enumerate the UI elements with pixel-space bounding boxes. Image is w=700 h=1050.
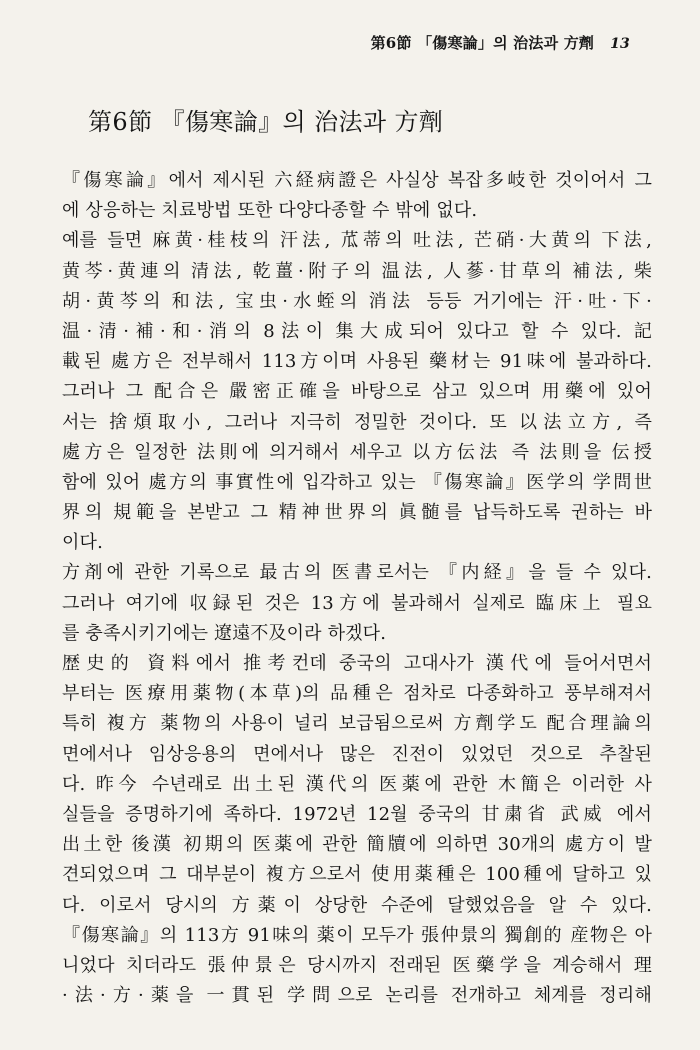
text-line-11: 함에 있어 處方의 事實性에 입각하고 있는 『傷寒論』医学의 学問世 — [62, 471, 652, 493]
section-title: 第6節 『傷寒論』의 治法과 方劑 — [88, 108, 444, 136]
text-line-2: 에 상응하는 치료방법 또한 다양다종할 수 밖에 없다. — [62, 200, 478, 222]
text-line-19: 특히 複方 薬物의 사용이 널리 보급됨으로써 方劑学도 配合理論의 — [62, 713, 652, 735]
text-line-15: 그러나 여기에 収録된 것은 13方에 불과해서 실제로 臨床上 필요 — [62, 592, 652, 614]
text-line-13: 이다. — [62, 532, 103, 554]
running-header — [371, 32, 630, 53]
text-line-4: 黄芩·黄連의 清法, 乾薑·附子의 温法, 人蔘·甘草의 補法, 柴 — [62, 260, 652, 282]
text-line-12: 界의 規範을 본받고 그 精神世界의 眞髄를 납득하도록 권하는 바 — [62, 502, 652, 524]
text-line-22: 실들을 증명하기에 족하다. 1972년 12월 중국의 甘粛省 武威 에서 — [62, 803, 652, 825]
text-line-3: 예를 들면 麻黄·桂枝의 汗法, 苽蒂의 吐法, 芒硝·大黄의 下法, — [62, 230, 652, 252]
text-line-23: 出土한 後漢 初期의 医薬에 관한 簡牘에 의하면 30개의 處方이 발 — [62, 834, 652, 856]
text-line-18: 부터는 医療用薬物(本草)의 品種은 점차로 다종화하고 풍부해져서 — [62, 683, 652, 705]
text-line-6: 温·清·補·和·消의 8法이 集大成되어 있다고 할 수 있다. 記 — [62, 320, 652, 342]
text-line-26: 『傷寒論』의 113方 91味의 薬이 모두가 張仲景의 獨創的 産物은 아 — [62, 924, 652, 946]
text-line-27: 니었다 치더라도 張仲景은 당시까지 전래된 医藥学을 계승해서 理 — [62, 954, 652, 976]
text-line-16: 를 충족시키기에는 遼遠不及이라 하겠다. — [62, 622, 387, 644]
text-line-14: 方剤에 관한 기록으로 最古의 医書로서는 『内経』을 들 수 있다. — [62, 562, 652, 584]
text-line-5: 胡·黄芩의 和法, 宝虫·水蛭의 消法 등등 거기에는 汗·吐·下· — [62, 290, 652, 312]
text-line-24: 견되었으며 그 대부분이 複方으로서 使用薬種은 100種에 달하고 있 — [62, 864, 652, 886]
body-text — [62, 166, 652, 1011]
text-line-17: 歴史的 資料에서 推考컨데 중국의 고대사가 漢代에 들어서면서 — [62, 653, 652, 674]
text-line-21: 다. 昨今 수년래로 出土된 漢代의 医薬에 관한 木簡은 이러한 사 — [62, 773, 652, 795]
text-line-25: 다. 이로서 당시의 方薬이 상당한 수준에 달했었음을 알 수 있다. — [62, 894, 652, 916]
text-line-20: 면에서나 임상응용의 면에서나 많은 진전이 있었던 것으로 추찰된 — [62, 743, 652, 765]
page-number: 13 — [610, 36, 630, 52]
text-line-10: 處方은 일정한 法則에 의거해서 세우고 以方伝法 즉 法則을 伝授 — [62, 441, 652, 463]
text-line-8: 그러나 그 配合은 嚴密正確을 바탕으로 삼고 있으며 用藥에 있어 — [62, 381, 652, 403]
text-line-28: ·法·方·薬을 一貫된 学問으로 논리를 전개하고 체계를 정리해 — [62, 985, 652, 1007]
text-line-7: 載된 處方은 전부해서 113方이며 사용된 藥材는 91味에 불과하다. — [62, 351, 652, 373]
text-line-1: 『傷寒論』에서 제시된 六経病證은 사실상 복잡多岐한 것이어서 그 — [62, 170, 652, 191]
running-title: 第6節 「傷寒論」의 治法과 方劑 — [370, 34, 595, 52]
text-line-9: 서는 捨煩取小, 그러나 지극히 정밀한 것이다. 또 以法立方, 즉 — [62, 411, 652, 433]
